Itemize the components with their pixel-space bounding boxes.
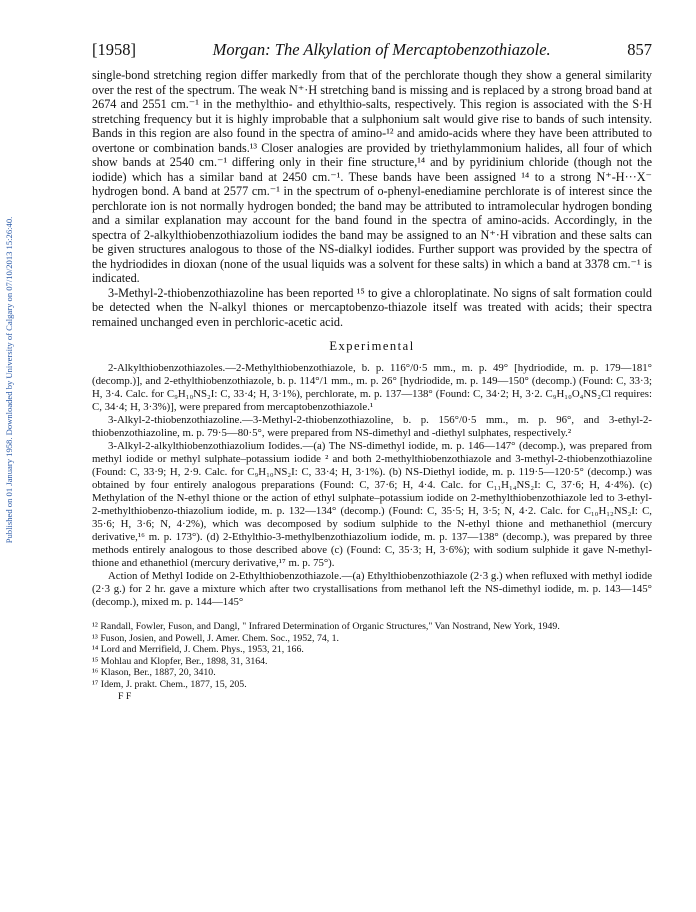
download-note: Published on 01 January 1958. Downloaded by University of Calgary on 07/10/2013 15:26:40. bbox=[4, 216, 14, 544]
body-paragraph: 3-Methyl-2-thiobenzothiazoline has been reported ¹⁵ to give a chloroplatinate. No signs of salt formation could be detected when the N-alkyl thiones or mercaptobenzo-thiazole itself was treated with acids; their spectra remained unchanged even in perchloric-acetic acid. bbox=[92, 285, 652, 329]
footnote: ¹⁴ Lord and Merrifield, J. Chem. Phys., 1953, 21, 166. bbox=[92, 644, 304, 655]
footnote: ¹⁶ Klason, Ber., 1887, 20, 3410. bbox=[92, 667, 216, 678]
running-header bbox=[92, 40, 652, 60]
page-number: 857 bbox=[627, 40, 652, 59]
experimental-paragraph: Action of Methyl Iodide on 2-Ethylthiobenzothiazole.—(a) Ethylthiobenzothiazole (2·3 g.) when refluxed with methyl iodide (2·3 g.) for 2 hr. gave a mixture which after two crystallisations from methanol left the NS-dimethyl iodide, m. p. 143—145° (decomp.), mixed m. p. 144—145° bbox=[92, 570, 652, 608]
section-heading: Experimental bbox=[329, 339, 415, 353]
page-content bbox=[92, 40, 652, 702]
download-watermark bbox=[2, 160, 16, 600]
footnote: ¹³ Fuson, Josien, and Powell, J. Amer. Chem. Soc., 1952, 74, 1. bbox=[92, 632, 339, 644]
header-title: Morgan: The Alkylation of Mercaptobenzothiazole. bbox=[212, 40, 551, 59]
body-paragraph: single-bond stretching region differ markedly from that of the perchlorate though they show a general similarity over the rest of the spectrum. The weak N⁺·H stretching band is missing and is replaced by a strong broad band at 2674 and 2551 cm.⁻¹ in the methylthio- and ethylthio-salts, respectively. This region is associated with the S·H stretching frequency but it is highly improbable that a sulphonium salt would give rise to bands of such intensity. Bands in this region are also found in the spectra of amino-¹² and amido-acids where they have been attributed to overtone or combination bands.¹³ Closer analogies are provided by triethylammonium halides, all four of which show bands at 2540 cm.⁻¹ differing only in their fine structure,¹⁴ and by pyridinium chloride (though not the iodide) which has a similar band at 2450 cm.⁻¹. These bands have been assigned ¹⁴ to a strong N⁺-H···X⁻ hydrogen bond. A band at 2577 cm.⁻¹ in the spectrum of o-phenyl-enediamine perchlorate is of interest since the perchlorate ion is not normally hydrogen bonded; the band may be attributed to intramolecular hydrogen bonding and a similar explanation may account for the band found in the spectra of amino-acids. Accordingly, in the spectra of 2-alkylthiobenzothiazolium iodides the band may be assigned to an N⁺·H vibration and these salts can be given structures analogous to those of the NS-dialkyl iodides. Further support was provided by the spectra of the hydriodides in dioxan (none of the usual liquids was a solvent for these salts) in which a band at 3378 cm.⁻¹ is indicated. bbox=[92, 68, 652, 285]
header-year: [1958] bbox=[92, 40, 136, 59]
experimental-paragraph: 2-Alkylthiobenzothiazoles.—2-Methylthiobenzothiazole, b. p. 116°/0·5 mm., m. p. 49° [hydriodide, m. p. 179—181° (decomp.)], and 2-ethylthiobenzothiazole, b. p. 114°/1 mm., m. p. 26° [hydriodide, m. p. 149—150° (decomp.) (Found: C, 33·3; H, 3·4. Calc. for C₉H₁₀NS₂I: C, 33·4; H, 3·1%), perchlorate, m. p. 137—138° (Found: C, 34·2; H, 3·2. C₉H₁₀O₄NS₂Cl requires: C, 34·4; H, 3·3%)], were prepared from mercaptobenzothiazole.¹ bbox=[92, 362, 652, 413]
footnote: ¹⁵ Mohlau and Klopfer, Ber., 1898, 31, 3164. bbox=[92, 655, 268, 667]
footnote: ¹² Randall, Fowler, Fuson, and Dangl, " Infrared Determination of Organic Structures," Van Nostrand, New York, 1949. bbox=[92, 621, 560, 632]
experimental-section bbox=[92, 362, 652, 609]
experimental-paragraph: 3-Alkyl-2-thiobenzothiazoline.—3-Methyl-2-thiobenzothiazoline, b. p. 156°/0·5 mm., m. p. 96°, and 3-ethyl-2-thiobenzothiazoline, m. p. 79·5—80·5°, were prepared from NS-dimethyl and -diethyl sulphates, respectively.² bbox=[92, 414, 652, 439]
footnotes bbox=[92, 621, 652, 702]
signature-mark: F F bbox=[118, 691, 132, 702]
experimental-paragraph: 3-Alkyl-2-alkylthiobenzothiazolium Iodides.—(a) The NS-dimethyl iodide, m. p. 146—147° (decomp.), was prepared from methyl iodide or methyl sulphate–potassium iodide ² and both 2-methylthiobenzothiazole and 3-methyl-2-thiobenzothiazoline (Found: C, 33·9; H, 2·9. Calc. for C₉H₁₀NS₂I: C, 33·4; H, 3·1%). (b) NS-Diethyl iodide, m. p. 119·5—120·5° (decomp.) was obtained by four entirely analogous preparations (Found: C, 37·6; H, 4·4. Calc. for C₁₁H₁₄NS₂I: C, 37·6; H, 4·4%). (c) Methylation of the N-ethyl thione or the action of ethyl sulphate–potassium iodide on 2-methylthiobenzothiazole led to 3-ethyl-2-methylthiobenzo-thiazolium iodide, m. p. 132—134° (decomp.) (Found: C, 35·5; H, 3·5; N, 4·2. Calc. for C₁₀H₁₂NS₂I: C, 35·6; H, 3·6; N, 4·2%), which was decomposed by sodium sulphide to the N-ethyl thione and methanethiol (mercury derivative,¹⁶ m. p. 173°). (d) 2-Ethylthio-3-methylbenzothiazolium iodide, m. p. 137—138° (decomp.), was prepared by three methods entirely analogous to those described above (c) (Found: C, 35·3; H, 3·6%); with sodium sulphide it gave N-methyl-thione and ethanethiol (mercury derivative,¹⁷ m. p. 75°). bbox=[92, 440, 652, 569]
footnote: ¹⁷ Idem, J. prakt. Chem., 1877, 15, 205. bbox=[92, 678, 247, 690]
